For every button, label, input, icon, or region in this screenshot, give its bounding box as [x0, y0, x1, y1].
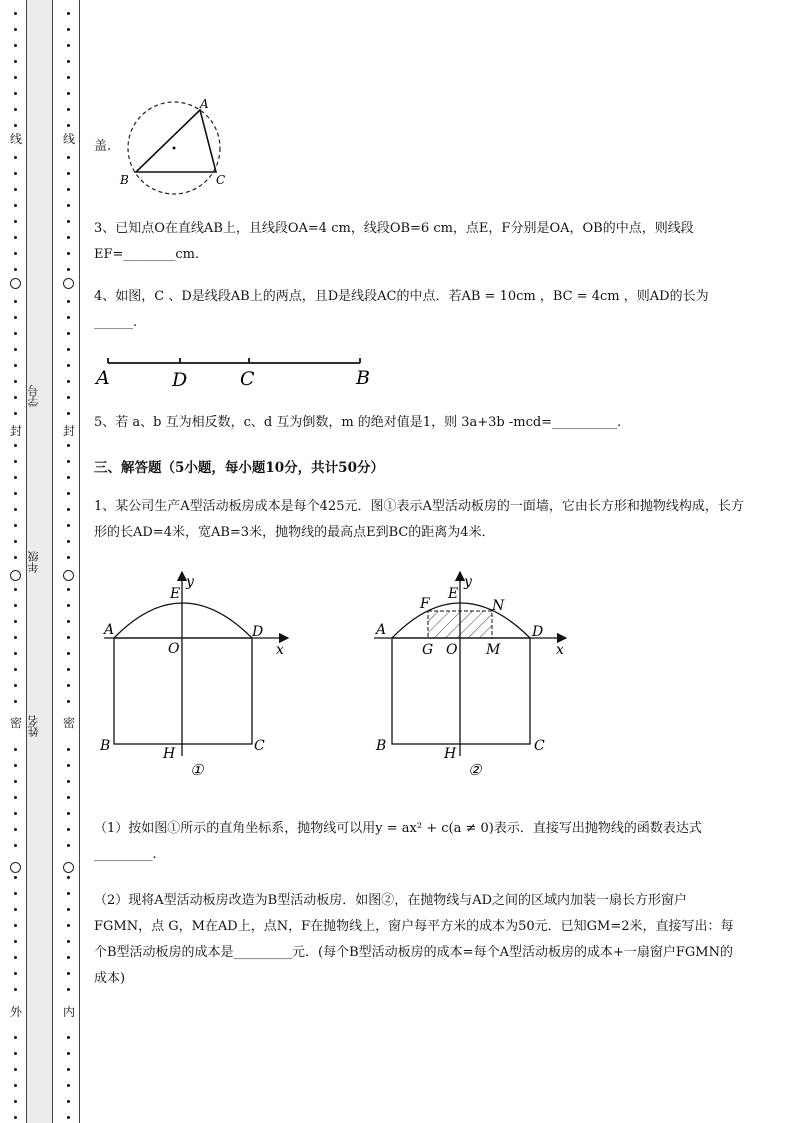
binding-dot	[67, 1068, 70, 1071]
binding-dot	[67, 908, 70, 911]
margin-mark-mi-inner: 密	[62, 716, 75, 730]
label-C: C	[216, 173, 226, 187]
binding-dot	[14, 780, 17, 783]
binding-dot	[67, 460, 70, 463]
fig1-label-E: E	[170, 586, 181, 602]
fig2-label-H: H	[444, 746, 457, 762]
binding-dot	[67, 508, 70, 511]
binding-dot	[14, 124, 17, 127]
binding-dot	[67, 348, 70, 351]
field-label-student-number: 学号	[27, 385, 40, 407]
binding-dot	[14, 748, 17, 751]
binding-dot	[14, 924, 17, 927]
binding-dot	[14, 300, 17, 303]
question-5: 5、若 a、b 互为相反数，c、d 互为倒数，m 的绝对值是1，则 3a+3b -mcd=__________.	[94, 415, 622, 430]
margin-mark-feng-inner: 封	[62, 424, 75, 438]
fig2-label-O: O	[446, 642, 458, 658]
binding-dot	[14, 988, 17, 991]
binding-dot	[14, 972, 17, 975]
binding-dot	[67, 844, 70, 847]
binding-dot	[67, 892, 70, 895]
binding-dot	[14, 604, 17, 607]
binding-dot	[14, 220, 17, 223]
binding-dot	[14, 524, 17, 527]
problem-1-part-1: （1）按如图①所示的直角坐标系，抛物线可以用y = ax² + c(a ≠ 0)表示．直接写出抛物线的函数表达式_________.	[94, 821, 702, 862]
label-A: A	[200, 97, 209, 111]
binding-dot	[14, 556, 17, 559]
section-title-answers: 三、解答题（5小题，每小题10分，共计50分）	[94, 460, 384, 476]
binding-dot	[14, 636, 17, 639]
binding-dot	[14, 1068, 17, 1071]
binding-dot	[14, 1100, 17, 1103]
binding-dot	[14, 812, 17, 815]
binding-dot	[67, 476, 70, 479]
binding-dot	[67, 636, 70, 639]
binding-dot	[67, 1116, 70, 1119]
binding-dot	[14, 444, 17, 447]
binding-margin	[0, 0, 84, 1123]
margin-mark-xian-outer: 线	[9, 132, 22, 146]
binding-dot	[67, 780, 70, 783]
binding-dot	[67, 1084, 70, 1087]
binding-dot	[67, 396, 70, 399]
segment-label-C: C	[240, 368, 255, 390]
binding-dot	[67, 156, 70, 159]
binding-dot	[67, 332, 70, 335]
segment-label-B: B	[356, 367, 370, 389]
binding-dot	[67, 924, 70, 927]
binding-dot	[14, 380, 17, 383]
binding-circle-mark	[63, 862, 74, 873]
fig2-number: ②	[468, 761, 482, 779]
problem-1-intro: 1、某公司生产A型活动板房成本是每个425元．图①表示A型活动板房的一面墙，它由长方形和抛物线构成，长方形的长AD=4米，宽AB=3米，抛物线的最高点E到BC的距离为4米．	[94, 499, 744, 540]
binding-dot	[14, 956, 17, 959]
label-B: B	[120, 173, 129, 187]
binding-dot	[14, 460, 17, 463]
binding-dot	[14, 252, 17, 255]
binding-dot	[67, 76, 70, 79]
figure-prefix-text: 盖.	[94, 139, 112, 154]
binding-dot	[14, 364, 17, 367]
binding-dot	[67, 796, 70, 799]
binding-dot	[67, 684, 70, 687]
segment-label-A: A	[96, 367, 110, 389]
field-label-name: 姓名	[27, 715, 40, 737]
binding-dot	[14, 892, 17, 895]
binding-dot	[14, 844, 17, 847]
margin-mark-nei: 内	[62, 1005, 75, 1019]
binding-dot	[67, 44, 70, 47]
binding-dot	[67, 620, 70, 623]
fig1-label-y: y	[186, 574, 194, 590]
segment-figure	[94, 352, 384, 396]
binding-dot	[67, 604, 70, 607]
binding-dot	[14, 588, 17, 591]
binding-dot	[67, 172, 70, 175]
margin-mark-feng-outer: 封	[9, 424, 22, 438]
binding-dot	[67, 668, 70, 671]
fig1-label-B: B	[100, 738, 111, 754]
margin-mark-mi-outer: 密	[9, 716, 22, 730]
fig2-label-E: E	[448, 586, 459, 602]
binding-dot	[14, 412, 17, 415]
fig1-label-C: C	[254, 738, 265, 754]
binding-dot	[14, 12, 17, 15]
binding-dot	[67, 652, 70, 655]
margin-mark-xian-inner: 线	[62, 132, 75, 146]
binding-dot	[67, 252, 70, 255]
triangle-circle-svg	[118, 96, 228, 196]
binding-dot	[67, 492, 70, 495]
binding-dot	[14, 188, 17, 191]
figure-1-svg	[96, 566, 296, 786]
binding-dot	[14, 44, 17, 47]
fig2-label-B: B	[376, 738, 387, 754]
problem-1-part-2: （2）现将A型活动板房改造为B型活动板房．如图②，在抛物线与AD之间的区域内加装一扇长方形窗户FGMN，点 G，M在AD上，点N，F在抛物线上，窗户每平方米的成本为50元．已知GM=2米，直接写出：每个B型活动板房的成本是_________元．(每个B型活动板房的成本=每个A型活动板房的成本+一扇窗户FGMN的成本)	[94, 893, 734, 986]
binding-dot	[67, 940, 70, 943]
binding-dot	[14, 684, 17, 687]
binding-dot	[14, 92, 17, 95]
binding-dot	[67, 300, 70, 303]
binding-dot	[67, 748, 70, 751]
figure-2-wall-with-window	[370, 566, 580, 790]
binding-dot	[67, 876, 70, 879]
binding-dot	[67, 28, 70, 31]
binding-dot	[67, 540, 70, 543]
binding-dot	[67, 316, 70, 319]
segment-label-D: D	[172, 369, 188, 391]
binding-dot	[67, 380, 70, 383]
binding-dot	[67, 700, 70, 703]
binding-dot	[14, 876, 17, 879]
binding-circle-mark	[10, 862, 21, 873]
dotted-line-inner	[62, 0, 76, 1123]
binding-dot	[67, 764, 70, 767]
figure-2-svg	[370, 566, 580, 786]
binding-dot	[14, 540, 17, 543]
binding-dot	[67, 828, 70, 831]
binding-circle-mark	[63, 278, 74, 289]
fig1-label-A: A	[104, 622, 115, 638]
binding-dot	[67, 524, 70, 527]
binding-dot	[14, 492, 17, 495]
binding-dot	[67, 972, 70, 975]
binding-right-border	[79, 0, 80, 1123]
binding-dot	[14, 172, 17, 175]
binding-dot	[14, 236, 17, 239]
binding-dot	[14, 348, 17, 351]
fig2-label-G: G	[422, 642, 434, 658]
binding-dot	[67, 268, 70, 271]
figure-1-wall	[96, 566, 296, 790]
fig2-label-y: y	[464, 574, 472, 590]
binding-circle-mark	[10, 570, 21, 581]
triangle-in-circle-figure	[118, 96, 228, 200]
binding-dot	[67, 412, 70, 415]
binding-dot	[67, 812, 70, 815]
binding-dot	[14, 60, 17, 63]
binding-dot	[67, 364, 70, 367]
binding-dot	[14, 156, 17, 159]
binding-dot	[14, 796, 17, 799]
question-4: 4、如图，C 、D是线段AB上的两点，且D是线段AC的中点．若AB = 10cm ，BC = 4cm ，则AD的长为______.	[94, 289, 709, 330]
binding-dot	[67, 12, 70, 15]
binding-dot	[67, 108, 70, 111]
binding-dot	[14, 764, 17, 767]
fig1-label-O: O	[168, 641, 180, 657]
binding-dot	[14, 620, 17, 623]
binding-dot	[14, 668, 17, 671]
binding-dot	[67, 556, 70, 559]
binding-dot	[14, 1116, 17, 1119]
fig2-label-A: A	[376, 622, 387, 638]
binding-dot	[14, 940, 17, 943]
fig1-label-H: H	[163, 746, 176, 762]
binding-dot	[67, 124, 70, 127]
binding-circle-mark	[63, 570, 74, 581]
binding-dot	[14, 1036, 17, 1039]
binding-dot	[67, 204, 70, 207]
binding-dot	[67, 92, 70, 95]
binding-dot	[14, 332, 17, 335]
binding-dot	[14, 700, 17, 703]
fig1-label-D: D	[252, 624, 264, 640]
binding-dot	[67, 988, 70, 991]
binding-dot	[67, 956, 70, 959]
fig1-label-x: x	[276, 642, 284, 658]
binding-dot	[14, 476, 17, 479]
binding-dot	[14, 108, 17, 111]
fig2-label-N: N	[492, 598, 505, 614]
binding-dot	[14, 1084, 17, 1087]
binding-dot	[67, 588, 70, 591]
fig1-number: ①	[190, 761, 204, 779]
binding-dot	[14, 204, 17, 207]
binding-dot	[14, 828, 17, 831]
margin-mark-wai: 外	[9, 1005, 22, 1019]
binding-dot	[67, 188, 70, 191]
binding-dot	[14, 268, 17, 271]
binding-dot	[14, 508, 17, 511]
binding-circle-mark	[10, 278, 21, 289]
binding-dot	[67, 220, 70, 223]
fig2-label-C: C	[534, 738, 545, 754]
binding-dot	[14, 28, 17, 31]
binding-dot	[14, 396, 17, 399]
segment-svg	[94, 352, 384, 392]
fig2-label-F: F	[420, 596, 430, 612]
binding-dot	[14, 1052, 17, 1055]
binding-dot	[67, 236, 70, 239]
fig2-label-x: x	[556, 642, 564, 658]
question-3: 3、已知点O在直线AB上，且线段OA=4 cm，线段OB=6 cm，点E，F分别是OA，OB的中点，则线段EF=________cm.	[94, 221, 694, 262]
fig2-label-M: M	[486, 642, 501, 658]
binding-dot	[67, 1100, 70, 1103]
dotted-line-outer	[9, 0, 23, 1123]
binding-dot	[67, 444, 70, 447]
binding-dot	[67, 1036, 70, 1039]
fig2-label-D: D	[532, 624, 544, 640]
binding-dot	[67, 1052, 70, 1055]
field-label-grade: 年级	[27, 551, 40, 573]
binding-dot	[14, 76, 17, 79]
binding-dot	[14, 908, 17, 911]
binding-dot	[14, 316, 17, 319]
binding-dot	[14, 652, 17, 655]
binding-dot	[67, 60, 70, 63]
